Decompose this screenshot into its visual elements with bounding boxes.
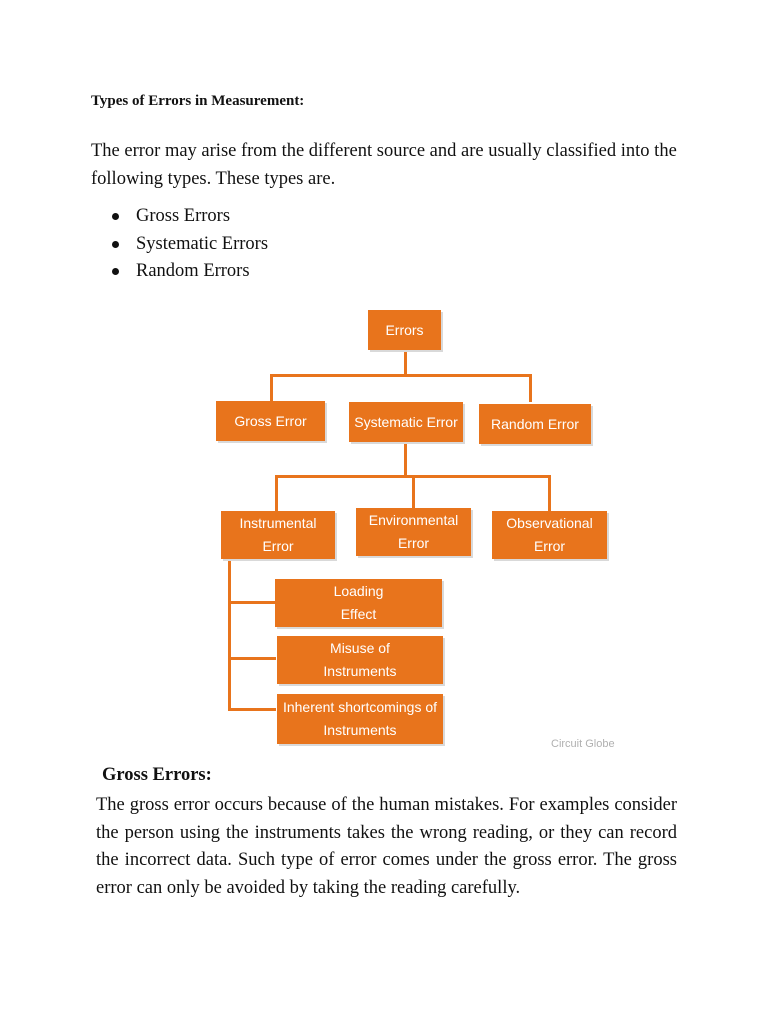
connector <box>548 475 551 512</box>
inherent-shortcomings-node: Inherent shortcomings of Instruments <box>277 694 443 744</box>
errors-node: Errors <box>368 310 441 350</box>
random-error-node: Random Error <box>479 404 591 444</box>
connector <box>529 374 532 402</box>
environmental-error-node: Environmental Error <box>356 508 471 556</box>
loading-effect-node: Loading Effect <box>275 579 442 627</box>
systematic-error-node: Systematic Error <box>349 402 463 442</box>
connector <box>228 601 276 604</box>
list-item-label: Systematic Errors <box>136 233 269 254</box>
image-credit: Circuit Globe <box>551 738 615 750</box>
misuse-of-instruments-node: Misuse of Instruments <box>277 636 443 684</box>
connector <box>270 374 273 402</box>
gross-error-node: Gross Error <box>216 401 325 441</box>
connector <box>228 657 276 660</box>
connector <box>404 441 407 477</box>
connector <box>275 475 278 512</box>
connector <box>270 374 531 377</box>
connector <box>404 348 407 375</box>
connector <box>412 475 415 508</box>
intro-paragraph: The error may arise from the different source and are usually classified into the following types. These types are. <box>91 141 677 189</box>
gross-errors-heading: Gross Errors: <box>102 765 212 785</box>
connector <box>228 559 231 710</box>
observational-error-node: Observational Error <box>492 511 607 559</box>
gross-errors-paragraph: The gross error occurs because of the human mistakes. For examples consider the person using the instruments takes the wrong reading, or they can record the incorrect data. Such type of error comes under the gross error. The gross error can only be avoided by taking the reading carefully. <box>96 795 677 898</box>
list-item-label: Gross Errors <box>136 206 231 226</box>
connector <box>228 708 276 711</box>
list-item-label: Random Errors <box>136 261 250 281</box>
section-heading: Types of Errors in Measurement: <box>91 93 305 109</box>
instrumental-error-node: Instrumental Error <box>221 511 335 559</box>
